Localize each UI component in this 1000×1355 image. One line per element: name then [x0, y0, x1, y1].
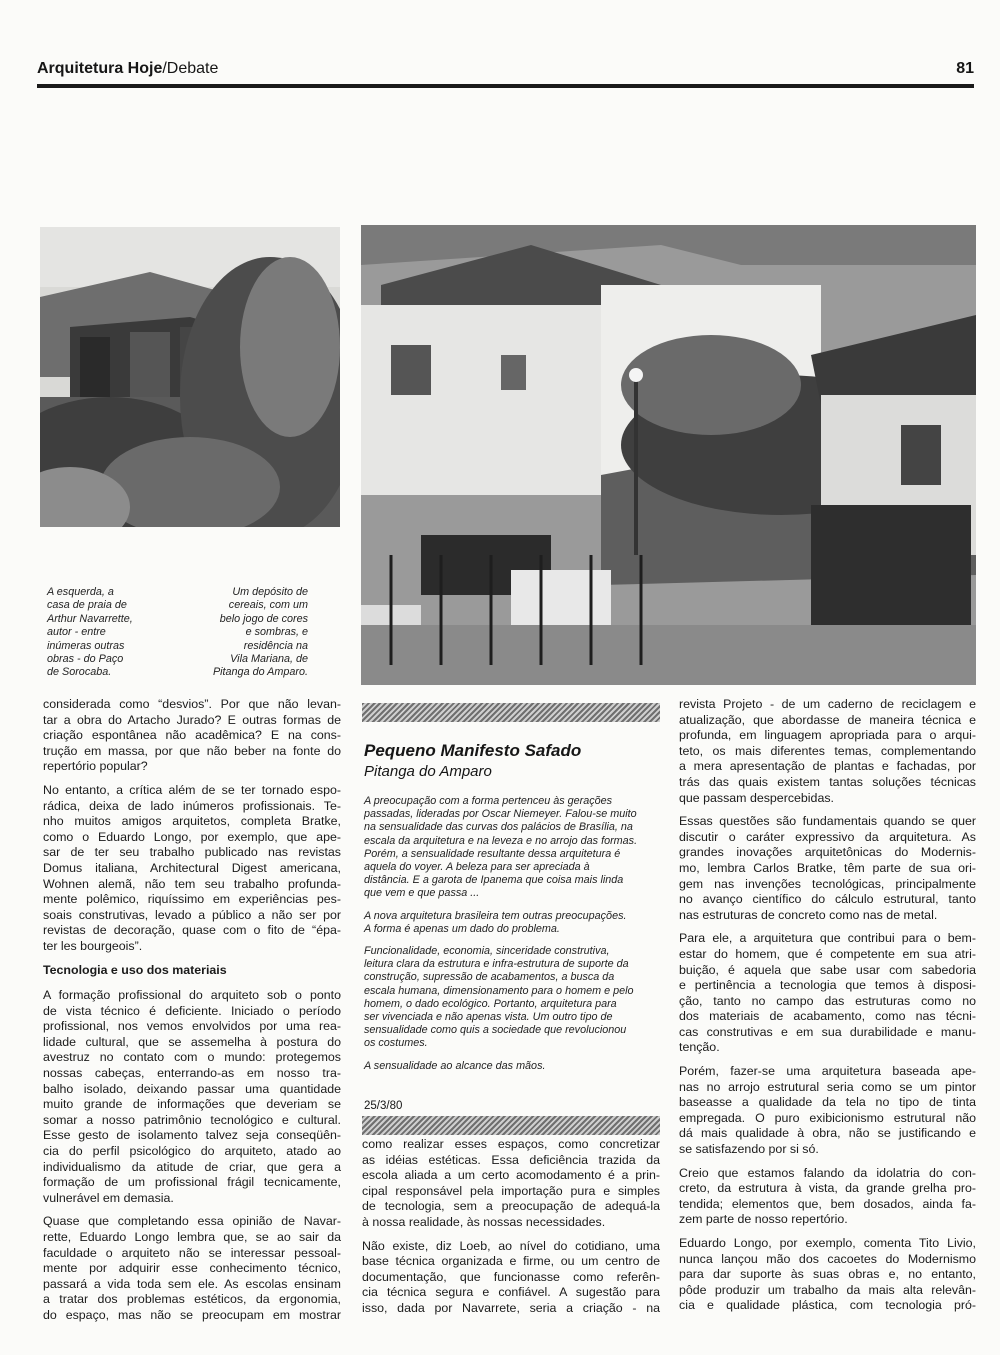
text-line: Esse gesto de isolamento talvez seja conseqüên-: [43, 1128, 341, 1143]
caption-line: A esquerda, a: [47, 586, 114, 598]
beach-house-photo: [40, 227, 340, 527]
text-line: profissional, nos vemos envolvidos por uma rea-: [43, 1019, 341, 1034]
caption-line: e sombras, e: [245, 626, 308, 639]
text-line: A forma é apenas um dado do problema.: [364, 922, 560, 935]
text-line: ser vivenciada e não apenas vista. Um outro tipo de: [364, 1011, 613, 1024]
text-line: considerada como “desvios”. Por que não levan-: [43, 697, 341, 711]
page-number: 81: [956, 60, 974, 77]
caption-line: residência na: [243, 639, 308, 652]
text-line: documentação, que funcionasse como referên-: [362, 1269, 660, 1284]
text-line: nas estruturas de concreto como nas de metal.: [679, 907, 938, 922]
text-line: como realizar esses espaços, como concretizar: [362, 1137, 660, 1151]
text-line: na sensualidade das curvas dos palácios de Brasília, na: [364, 821, 633, 834]
section-name: Debate: [166, 60, 219, 77]
text-line: Eduardo Longo, por exemplo, comenta Tito Livio,: [679, 1236, 976, 1250]
text-line: passadas, lideradas por Oscar Niemeyer. Falou-se muito: [364, 808, 637, 821]
text-line: tendida; elementos que, bem dosados, ainda fa-: [679, 1196, 976, 1211]
text-line: isso, dada por Navarrete, seria a criação - na: [362, 1300, 660, 1315]
text-line: as idéias estéticas. Essa deficiência trazida da: [362, 1152, 660, 1167]
caption-line: Vila Mariana, de: [230, 653, 308, 666]
text-line: escola aliada a um certo acomodamento é a prin-: [362, 1168, 660, 1183]
text-line: vulnerável em demasia.: [43, 1190, 174, 1205]
text-line: estar do homem, que é competente em sua atri-: [679, 946, 976, 961]
paragraph: [362, 1239, 660, 1317]
manifesto-author: Pitanga do Amparo: [364, 763, 492, 780]
text-line: mo, lembra Carlos Bratke, têm parte de sua ori-: [679, 860, 976, 875]
text-line: A nova arquitetura brasileira tem outras preocupações.: [364, 909, 627, 922]
caption-line: belo jogo de cores: [219, 612, 308, 625]
hatch-bar-bottom: [362, 1116, 660, 1135]
text-line: base técnica organizada e firme, ou um centro de: [362, 1254, 660, 1269]
paragraph: [364, 795, 658, 901]
text-line: faculdade o arquiteto não se interessar pessoal-: [43, 1245, 341, 1260]
text-line: revista Projeto - de um caderno de reciclagem e: [679, 697, 976, 711]
text-line: para dar suporte às suas obras e, no entanto,: [679, 1267, 976, 1282]
paragraph: [364, 945, 658, 1051]
text-line: zem parte de nosso repertório.: [679, 1212, 848, 1227]
text-line: lidade cultural, que se assemelha à postura do: [43, 1034, 341, 1049]
text-line: Para ele, a arquitetura que contribui para o bem-: [679, 931, 976, 946]
text-line: a tratar dos problemas estéticos, da ergonomia,: [43, 1292, 341, 1307]
text-line: soais construtivas, levado a público a não ser por: [43, 907, 341, 922]
text-line: A sensualidade ao alcance das mãos.: [364, 1059, 546, 1072]
caption-line: inúmeras outras: [47, 639, 125, 652]
paragraph: [43, 697, 341, 775]
text-line: cas construtivas e em sua durabilidade e manu-: [679, 1024, 976, 1039]
text-line: atualização, que abordasse de maneira técnica e: [679, 712, 976, 727]
caption-line: autor - entre: [47, 626, 106, 639]
text-line: trução em massa, por que não beber na fonte do: [43, 743, 341, 758]
caption-line: Pitanga do Amparo.: [212, 666, 308, 679]
text-line: como o Eduardo Longo, por exemplo, que ape-: [43, 829, 341, 844]
article-column-2: [362, 1137, 660, 1325]
text-line: baseasse a qualidade da tela no tipo de tinta: [679, 1095, 976, 1110]
text-line: No entanto, a crítica além de se ter tornado espo-: [43, 782, 341, 797]
text-line: nas no arrojo estrutural seria como se um pintor: [679, 1079, 976, 1094]
paragraph: [679, 1166, 976, 1228]
text-line: Porém, a sensualidade resultante dessa arquitetura é: [364, 847, 621, 860]
text-line: ção, tanto no campo das estruturas como no: [679, 993, 976, 1008]
caption-line: Um depósito de: [232, 586, 308, 598]
text-line: nunca lançou mão dos cacoetes do Modernismo: [679, 1251, 976, 1266]
text-line: muito grande de informações que deveriam se: [43, 1097, 341, 1112]
text-line: distância. E a garota de Ipanema que coisa mais linda: [364, 874, 624, 887]
paragraph: [679, 814, 976, 923]
text-line: pôde produzir um trabalho da mais alta relevân-: [679, 1282, 976, 1297]
text-line: rette, Eduardo Longo lembra que, se ao sair da: [43, 1230, 341, 1244]
text-line: dos materiais de acabamento, como nas técni-: [679, 1009, 976, 1024]
running-header: [37, 60, 974, 84]
text-line: formação de um profissional frágil tecnicamente,: [43, 1175, 341, 1190]
text-line: balho isolado, deixando passar uma quantidade: [43, 1081, 341, 1096]
caption-line: cereais, com um: [228, 599, 308, 612]
text-line: Não existe, diz Loeb, ao nível do cotidiano, uma: [362, 1238, 660, 1253]
text-line: dá mais qualidade à obra, não se justificando e: [679, 1126, 976, 1141]
manifesto-date: 25/3/80: [364, 1100, 403, 1112]
manifesto-box: [362, 703, 660, 1133]
header-rule: [37, 84, 974, 88]
text-line: cia técnica segura e confiável. A sugestão para: [362, 1285, 660, 1300]
text-line: individualismo da atitude de criar, que gera a: [43, 1159, 341, 1174]
text-line: tar a obra do Artacho Jurado? E outras formas de: [43, 712, 341, 727]
text-line: Funcionalidade, economia, sinceridade construtiva,: [364, 945, 610, 958]
text-line: leitura clara da estrutura e infra-estrutura de suporte da: [364, 958, 629, 971]
paragraph: [679, 697, 976, 806]
text-line: A preocupação com a forma pertenceu às gerações: [364, 795, 613, 807]
text-line: sar de ter seu trabalho publicado nas revistas: [43, 845, 341, 860]
text-line: escala humana, dimensionamento para o homem e pelo: [364, 984, 634, 997]
paragraph: [43, 988, 341, 1206]
text-line: A formação profissional do arquiteto sob o ponto: [43, 988, 341, 1003]
article-column-3: [679, 697, 976, 1322]
text-line: buição, é aquela que sabe usar com sabedoria: [679, 962, 976, 977]
text-line: revistas de decoração, quase com o fito de “épa-: [43, 923, 341, 938]
text-line: escala da arquitetura e na leveza e no arrojo das formas.: [364, 834, 638, 847]
text-line: cia do perfil psicológico do arquiteto, atado ao: [43, 1144, 341, 1159]
paragraph: [364, 910, 658, 936]
text-line: mente polêmico, riquíssimo em experiências pes-: [43, 892, 341, 907]
text-line: discutir o caráter expressivo da arquitetura. As: [679, 829, 976, 844]
caption-right: [196, 586, 308, 680]
text-line: profunda, em linguagem apropriada para o arqui-: [679, 728, 976, 743]
caption-line: casa de praia de: [47, 599, 127, 612]
article-column-1: [43, 697, 341, 1332]
text-line: e pertinência a tecnologia que temos à disposi-: [679, 978, 976, 993]
text-line: gem nas invenções tecnológicas, principalmente: [679, 876, 976, 891]
text-line: sensualidade como quis a sociedade que revolucionou: [364, 1024, 627, 1037]
text-line: passará a vida toda sem ele. As escolas ensinam: [43, 1276, 341, 1291]
caption-left: [47, 586, 157, 680]
text-line: do espaço, mas não se preocupam em mostrar: [43, 1307, 341, 1322]
text-line: cia e qualidade plástica, com tecnologia pró-: [679, 1298, 976, 1313]
text-line: empregada. O puro exibicionismo estrutural não: [679, 1110, 976, 1125]
text-line: rádica, deixa de lado inúmeros profissionais. Te-: [43, 798, 341, 813]
text-line: no avanço científico do cálculo estrutural, tanto: [679, 892, 976, 907]
text-line: Essas questões são fundamentais quando se quer: [679, 814, 976, 829]
manifesto-body: [364, 795, 658, 1082]
residence-vila-mariana-photo: [361, 225, 976, 685]
text-line: de tecnologia, sem a preocupação de adequá-la: [362, 1199, 660, 1214]
text-line: homem, o dado ecológico. Portanto, arquitetura para: [364, 997, 617, 1010]
text-line: nossas cabeças, enterrando-as em nosso tra-: [43, 1066, 341, 1081]
text-line: somar a nosso patrimônio tecnológico e cultural.: [43, 1112, 341, 1127]
text-line: tenção.: [679, 1040, 720, 1055]
text-line: mente por adquirir esse conhecimento técnico,: [43, 1261, 341, 1276]
text-line: Porém, fazer-se uma arquitetura baseada ape-: [679, 1064, 976, 1079]
text-line: os costumes.: [364, 1037, 428, 1050]
header-separator: /: [162, 60, 167, 77]
text-line: creto, da estrutura à vista, da grande grelha pro-: [679, 1181, 976, 1196]
paragraph: [43, 783, 341, 955]
text-line: trás das quais existem tantas soluções técnicas: [679, 774, 976, 789]
text-line: Creio que estamos falando da idolatria do con-: [679, 1165, 976, 1180]
paragraph: [679, 931, 976, 1056]
section-subhead: Tecnologia e uso dos materiais: [43, 962, 227, 977]
paragraph: [679, 1064, 976, 1158]
text-line: criação espontânea não acadêmica? E na cons-: [43, 728, 341, 743]
manifesto-title: Pequeno Manifesto Safado: [364, 741, 582, 760]
hatch-bar-top: [362, 703, 660, 722]
text-line: cipal responsável pela importação pura e simples: [362, 1183, 660, 1198]
text-line: se satisfazendo por si só.: [679, 1142, 819, 1157]
text-line: a mera apresentação de plantas e fachadas, por: [679, 759, 976, 774]
paragraph: [679, 1236, 976, 1314]
text-line: avestruz no contato com o mundo: protegemos: [43, 1050, 341, 1065]
text-line: aquela do voyer. A beleza para ser apreciada à: [364, 861, 590, 874]
text-line: teto, os mais diferentes temas, complementando: [679, 743, 976, 758]
text-line: nho muitos amigos arquitetos, completa Bratke,: [43, 814, 341, 829]
magazine-name: Arquitetura Hoje: [37, 60, 163, 77]
text-line: repertório popular?: [43, 759, 148, 774]
caption-line: Arthur Navarrette,: [47, 612, 133, 625]
text-line: Quase que completando essa opinião de Navar-: [43, 1214, 341, 1229]
magazine-section: [37, 60, 218, 78]
paragraph: [43, 1214, 341, 1323]
text-line: Wohnen alemã, não tem seu trabalho profunda-: [43, 876, 341, 891]
text-line: de vista técnico é deficiente. Iniciado o período: [43, 1003, 341, 1018]
caption-line: obras - do Paço: [47, 653, 124, 666]
paragraph: [362, 1137, 660, 1231]
text-line: grandes inovações arquitetônicas do Modernis-: [679, 845, 976, 860]
paragraph: [364, 1060, 658, 1073]
text-line: construção, supressão de acabamentos, a busca da: [364, 971, 615, 984]
text-line: ter les bourgeois”.: [43, 938, 143, 953]
text-line: à nossa realidade, às nossas necessidades.: [362, 1214, 606, 1229]
text-line: que passam despercebidas.: [679, 790, 834, 805]
caption-line: de Sorocaba.: [47, 666, 112, 679]
text-line: que vem e que passa ...: [364, 887, 480, 900]
text-line: Domus italiana, Architectural Digest americana,: [43, 860, 341, 875]
